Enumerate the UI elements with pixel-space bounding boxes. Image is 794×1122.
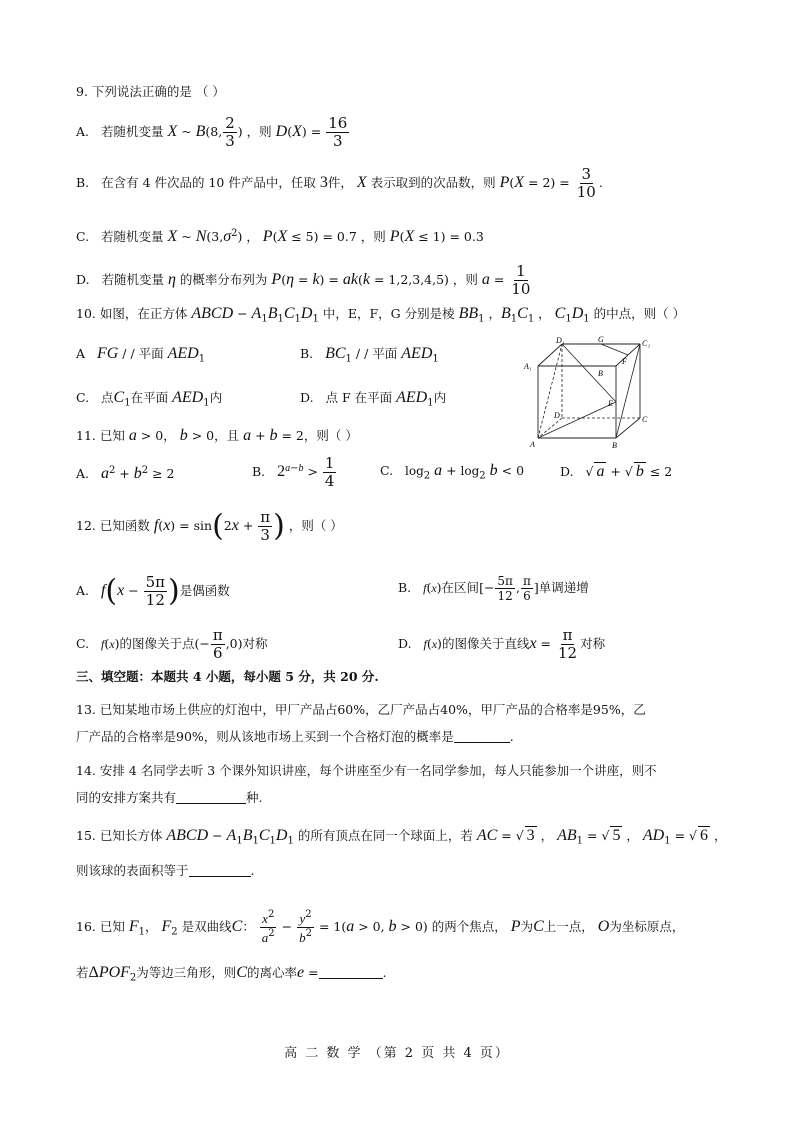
- label-c1: C₁: [642, 339, 651, 348]
- q13-line-2: 厂产品的合格率是90%，则从该地市场上买到一个合格灯泡的概率是 .: [76, 729, 514, 744]
- page-footer: 高 二 数 学 （第 2 页 共 4 页）: [284, 1046, 510, 1061]
- label-b1: B: [598, 369, 603, 378]
- line-ae: [538, 402, 616, 438]
- q11-option-b: B. $2^{a-b}$ > $\frac{1}{4}$: [252, 454, 335, 490]
- q15-answer-blank[interactable]: [189, 862, 251, 877]
- label-a1: A₁: [524, 362, 532, 371]
- q14-line-2: 同的安排方案共有 种.: [76, 790, 263, 805]
- q10-option-c: C. 点$C_1$在平面 $AED_1$内: [76, 389, 223, 409]
- line-ad1: [538, 344, 562, 438]
- section-3-title: 三、填空题：本题共 4 小题，每小题 5 分，共 20 分.: [76, 669, 379, 684]
- q10-stem: 10. 如图，在正方体 ABCD − $A_1B_1C_1D_1$ 中，E，F，G 分别是棱 $BB_1$ ，$B_1C_1$ ， $C_1D_1$ 的中点，则（ ）: [76, 305, 686, 325]
- label-d: D: [554, 411, 560, 420]
- line-c1b: [616, 344, 640, 438]
- q13-answer-blank[interactable]: [454, 728, 510, 743]
- label-b: B: [612, 441, 617, 450]
- q16-line-1: 16. 已知 $F_1$， $F_2$ 是双曲线C： $\frac{x^2}{a^2}$ − $\frac{y^2}{b^2}$ = 1(a > 0, b > 0) 的两个焦点， P为C上一点， O为坐标原点，: [76, 909, 685, 945]
- q16-answer-blank[interactable]: [319, 964, 383, 979]
- q12-option-a: A. f(x − $\frac{5\pi}{12}$ )是偶函数: [76, 573, 230, 609]
- label-a: A: [530, 440, 535, 449]
- q9-option-b: B. 在含有 4 件次品的 10 件产品中，任取 3件， X 表示取到的次品数，则 P(X = 2) = $\frac{3}{10}$ .: [76, 165, 603, 201]
- line-gf: [601, 344, 628, 355]
- q10-option-a: A FG / / 平面 $AED_1$: [76, 345, 206, 365]
- q11-option-d: D. √ a + √ b ≤ 2: [560, 463, 673, 480]
- q14-answer-blank[interactable]: [176, 789, 246, 804]
- q9-option-c: C. 若随机变量 X ~ $N(3,\sigma^2)$ ， P(X ≤ 5) = 0.7 ，则 P(X ≤ 1) = 0.3: [76, 228, 484, 246]
- label-g: G: [598, 335, 604, 344]
- q10-option-b: B. $BC_1$ / / 平面 $AED_1$: [300, 345, 439, 365]
- q12-option-d: D. f(x)的图像关于直线x = $\frac{\pi}{12}$ 对称: [398, 626, 606, 662]
- line-d1e: [562, 344, 616, 402]
- edge-ad: [538, 418, 562, 438]
- q9-option-a: A. 若随机变量 X ~ B(8, $\frac{2}{3}$ ) ，则 D(X) = $\frac{16}{3}$: [76, 114, 348, 150]
- label-e: E: [608, 399, 613, 408]
- q15-line-1: 15. 已知长方体 ABCD − $A_1B_1C_1D_1$ 的所有顶点在同一个球面上，若 AC = √ 3 ， $AB_1$ = √ 5 ， $AD_1$ = √ 6 ，: [76, 827, 727, 847]
- label-f: F: [622, 357, 627, 366]
- q12-option-b: B. f(x)在区间[− $\frac{5\pi}{12}$ , $\frac{\pi}{6}$ ]单调递增: [398, 574, 589, 603]
- q13-line-1: 13. 已知某地市场上供应的灯泡中，甲厂产品占60%，乙厂产品占40%，甲厂产品的合格率是95%，乙: [76, 702, 646, 717]
- q14-line-1: 14. 安排 4 名同学去听 3 个课外知识讲座，每个讲座至少有一名同学参加，每人只能参加一个讲座，则不: [76, 763, 657, 778]
- label-d1: D₁: [556, 336, 565, 345]
- q10-option-d: D. 点 F 在平面 $AED_1$内: [300, 389, 447, 409]
- q11-stem: 11. 已知 a > 0， b > 0，且 a + b = 2，则（ ）: [76, 427, 358, 444]
- q11-option-a: A. $a^2 + b^2 \ge 2$: [76, 465, 175, 483]
- q9-option-d: D. 若随机变量 η 的概率分布列为 P(η = k) = ak(k = 1,2,3,4,5) ，则 a = $\frac{1}{10}$: [76, 262, 531, 298]
- edge-bc: [616, 418, 640, 438]
- q15-line-2: 则该球的表面积等于 .: [76, 863, 255, 878]
- q12-option-c: C. f(x)的图像关于点(− $\frac{\pi}{6}$ ,0)对称: [76, 626, 268, 662]
- edge-a1d1: [538, 344, 562, 366]
- q16-line-2: 若$\Delta POF_2$为等边三角形，则C的离心率e = .: [76, 964, 387, 984]
- cube-figure: [522, 334, 656, 452]
- q11-option-c: C. $\log_2 a + \log_2 b < 0$: [380, 462, 525, 482]
- q12-stem: 12. 已知函数 f(x) = sin(2x + $\frac{\pi}{3}$ ) ，则（ ）: [76, 508, 343, 544]
- q9-stem: 9. 下列说法正确的是 （ ）: [76, 84, 225, 99]
- label-c: C: [642, 415, 648, 424]
